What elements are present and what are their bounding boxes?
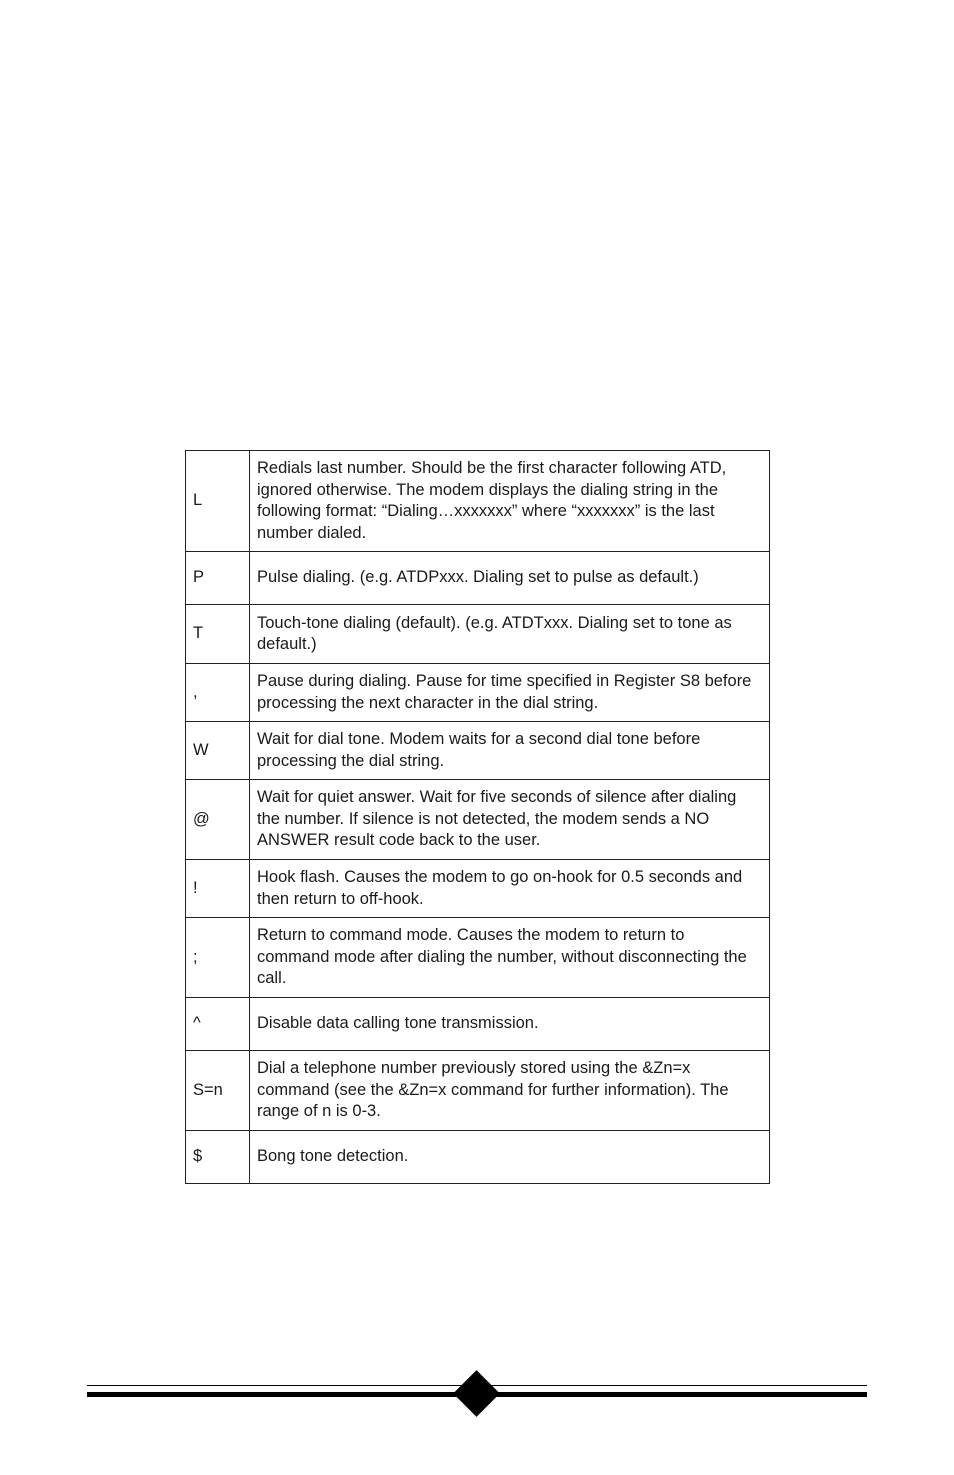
modifier-cell: T [186,605,250,664]
description-cell: Disable data calling tone transmission. [250,998,770,1051]
modifier-cell: L [186,451,250,552]
description-cell: Redials last number. Should be the first character following ATD, ignored otherwise. The modem displays the dialing string in the following format: “Dialing…xxxxxxx” where “xxxxxxx” is the last number dialed. [250,451,770,552]
modifier-cell: $ [186,1131,250,1184]
description-cell: Return to command mode. Causes the modem to return to command mode after dialing the number, without disconnecting the call. [250,918,770,998]
footer-diamond-icon [453,1370,500,1417]
description-cell: Wait for quiet answer. Wait for five seconds of silence after dialing the number. If silence is not detected, the modem sends a NO ANSWER result code back to the user. [250,780,770,860]
modifier-cell: ! [186,860,250,918]
modifier-cell: , [186,664,250,722]
table-row [186,451,770,552]
modifier-cell: S=n [186,1051,250,1131]
description-cell: Pulse dialing. (e.g. ATDPxxx. Dialing set to pulse as default.) [250,552,770,605]
description-cell: Dial a telephone number previously stored using the &Zn=x command (see the &Zn=x command for further information). The range of n is 0-3. [250,1051,770,1131]
table-row [186,1051,770,1131]
table-row [186,722,770,780]
modifier-cell: P [186,552,250,605]
dial-modifiers-table [185,450,770,1184]
description-cell: Wait for dial tone. Modem waits for a second dial tone before processing the dial string. [250,722,770,780]
table-row [186,918,770,998]
modifier-cell: ^ [186,998,250,1051]
description-cell: Hook flash. Causes the modem to go on-hook for 0.5 seconds and then return to off-hook. [250,860,770,918]
description-cell: Pause during dialing. Pause for time specified in Register S8 before processing the next character in the dial string. [250,664,770,722]
table-row [186,605,770,664]
table-row [186,552,770,605]
table-row [186,1131,770,1184]
table-row [186,998,770,1051]
description-cell: Touch-tone dialing (default). (e.g. ATDTxxx. Dialing set to tone as default.) [250,605,770,664]
table-row [186,780,770,860]
table-row [186,860,770,918]
modifier-cell: ; [186,918,250,998]
modifier-cell: @ [186,780,250,860]
table-row [186,664,770,722]
description-cell: Bong tone detection. [250,1131,770,1184]
modifier-cell: W [186,722,250,780]
